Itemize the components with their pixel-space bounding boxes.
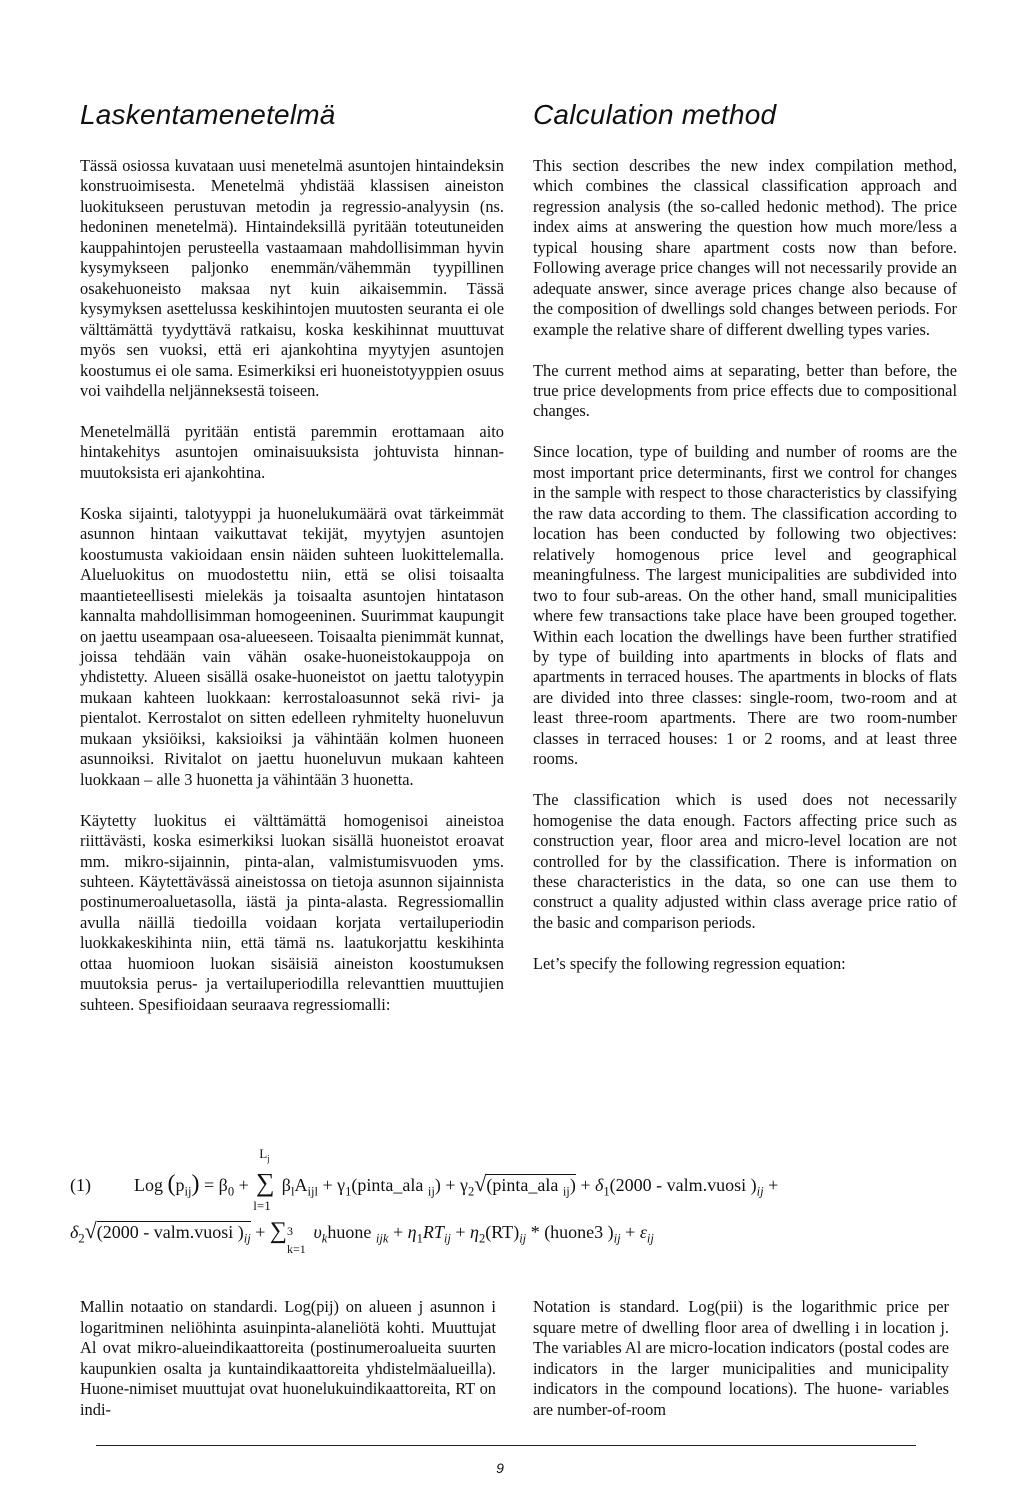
sum-upper-L: L (259, 1146, 268, 1161)
sqrt-body: (2000 - valm.vuosi )$_{ij}$ (96, 1222, 251, 1246)
eq-huone: huone (327, 1222, 372, 1242)
eq-huone3: (huone3 (544, 1222, 604, 1242)
eq-pinta-ala: (pinta_ala (351, 1175, 424, 1195)
paragraph: Tässä osiossa kuvataan uusi menetelmä asuntojen hintaindeksin konstruoimisesta. Menetelmä yhdistää klassisen aineiston luokitukseen perustuvan metodin ja regressio-analyysin (ns. hedoninen menetelmä). Hintaindeksillä pyritään toteutuneiden kauppahintojen perusteella vastaamaan mahdollisimman hyvin kysymykseen paljonko enemmän/vähemmän tyypillinen osakehuoneisto maksaa nyt kuin aikaisemmin. Tässä kysymyksen asettelussa keskihintojen muutosten seuranta ei ole välttämättä tyydyttävä ratkaisu, koska keskihinnat muuttuvat myös sen vuoksi, että eri ajankohtina myytyjen asuntojen koostumus ei ole sama. Esimerkiksi eri huoneistotyyppien osuus voi vaihdella neljänneksestä toiseen. (80, 156, 504, 400)
eq-nu: υ (313, 1222, 322, 1242)
eq-equals: = (204, 1175, 219, 1195)
eq-plus: + (625, 1222, 636, 1242)
heading-english: Calculation method (533, 99, 777, 130)
eq-pinta-ala: (pinta_ala (486, 1175, 559, 1195)
eq-sub: l (290, 1184, 295, 1199)
eq-A: A (294, 1175, 308, 1195)
eq-beta: β (218, 1175, 228, 1195)
eq-sub: ij (562, 1184, 570, 1199)
eq-epsilon: ε (639, 1222, 647, 1242)
eq-gamma: γ (460, 1175, 468, 1195)
finnish-notation-paragraph (80, 1297, 496, 1421)
eq-sub: ij (756, 1184, 764, 1199)
eq-star: * (530, 1222, 540, 1242)
eq-sub: 2 (467, 1184, 475, 1199)
eq-sub: 2 (478, 1231, 486, 1246)
eq-delta: δ (594, 1175, 604, 1195)
paragraph: This section describes the new index compilation method, which combines the classical classification approach and regression analysis (the so-called hedonic method). The price index aims at answering the question how much more/less a typical housing share apartment costs now than before. Following average price changes will not necessarily provide an adequate answer, since average prices change also because of the composition of dwellings sold changes between periods. For example the relative share of different dwelling types varies. (533, 156, 957, 339)
paragraph: The current method aims at separating, better than before, the true price developments from price effects due to compositional changes. (533, 360, 957, 421)
eq-plus: + (255, 1222, 266, 1242)
sum-lower: k=1 (287, 1242, 306, 1256)
paragraph: Käytetty luokitus ei välttämättä homogenisoi aineistoa riittävästi, koska esimerkiksi luokan sisällä huoneistot eroavat mm. mikro-sijainnin, pinta-alan, valmistumisvuoden yms. suhteen. Käytettävässä aineistossa on tietoja asunnon sijainnista postinumeroaluetasolla, iästä ja pinta-alasta. Regressiomallin avulla näillä tiedoilla voidaan korjata vertailuperiodin luokkakeskihinta niin, että tämä ns. laatukorjattu keskihinta ottaa huomioon luokan sisäisiä aineiston koostumuksen muutoksia perus- ja vertailuperiodilla relevanttien muuttujien suhteen. Spesifioidaan seuraava regressiomalli: (80, 810, 504, 1014)
eq-sub: k (321, 1231, 328, 1246)
eq-sub: ij (443, 1231, 451, 1246)
eq-sub: ij (243, 1231, 251, 1246)
eq-log: Log (134, 1175, 163, 1195)
eq-sub: ijk (375, 1231, 389, 1246)
sum-upper (259, 1146, 269, 1164)
eq-RT: RT (422, 1222, 444, 1242)
sum-upper: 3 (287, 1224, 294, 1238)
eq-sub: ijl (307, 1184, 318, 1199)
eq-plus: + (322, 1175, 333, 1195)
eq-plus: + (238, 1175, 249, 1195)
eq-eta: η (470, 1222, 479, 1242)
paragraph: Let’s specify the following regression equation: (533, 953, 846, 973)
eq-plus: + (768, 1175, 779, 1195)
paragraph: Mallin notaatio on standardi. Log(pij) on alueen j asunnon i logaritminen neliöhinta asuinpinta-alaneliötä kohti. Muuttujat Al ovat mikro-alueindikaattoreita (postinumeroalueita suurten kaupunkien osalta ja kuntaindikaattoreita yhdistelmäalueilla). Huone-nimiset muuttujat ovat huonelukuindikaattoreita, RT on indi- (80, 1297, 496, 1419)
equation-line-2: $\delta_2√(2000$ - valm.vuosi )$_{ij}$ + ∑ 3 k=1 $\upsilon_khuone$ $_{ijk} + \eta_1RT_{ij} + \eta_2(RT)_{ij}$ * (huone3 )$_{ij} + \varepsilon_{ij}$ (70, 1218, 654, 1256)
paragraph: Menetelmällä pyritään entistä paremmin erottamaan aito hintakehitys asuntojen ominaisuuksista johtuvista hinnan-muutoksista eri ajankohtina. (80, 421, 504, 482)
eq-sub: ij (184, 1184, 192, 1199)
eq-sub: ij (646, 1231, 654, 1246)
paragraph: Notation is standard. Log(pii) is the logarithmic price per square metre of dwelling floor area of dwelling i in location j. The variables Al are micro-location indicators (postal codes are indicators in the larger municipalities and municipality indicators in the compound locations). The huone- variables are number-of-room (533, 1297, 949, 1419)
eq-p: p (175, 1175, 185, 1195)
eq-sub: 0 (227, 1184, 235, 1199)
eq-plus: + (392, 1222, 404, 1242)
eq-RT: (RT (485, 1222, 514, 1242)
eq-sub: 1 (603, 1184, 610, 1199)
eq-valm: (2000 - valm.vuosi (96, 1222, 234, 1242)
heading-finnish: Laskentamenetelmä (80, 99, 336, 130)
eq-sub: 1 (416, 1231, 423, 1246)
eq-sub: 2 (78, 1231, 85, 1246)
eq-sub: 1 (345, 1184, 352, 1199)
finnish-column (80, 156, 504, 1036)
eq-sub: j (267, 1153, 270, 1164)
regression-equation (62, 1138, 962, 1256)
eq-beta: β (281, 1175, 291, 1195)
eq-sub: ij (613, 1231, 621, 1246)
eq-valm: (2000 - valm.vuosi (609, 1175, 747, 1195)
eq-delta: δ (70, 1222, 79, 1242)
sum-lower: l=1 (253, 1198, 271, 1213)
paragraph: The classification which is used does not necessarily homogenise the data enough. Factors affecting price such as construction year, floor area and micro-level location are not controlled for by the classification. There is information on these characteristics in the data, so one can use them to construct a quality adjusted within class average price ratio of the basic and comparison periods. (533, 790, 957, 932)
equation-line-1: (1) Log $(p_{ij}) = \beta_0$ + $L_j$ ∑ l=1 $\beta_lA_{ijl}$ + $\gamma_1(pinta\_ala$ $_{ij}) + \gamma_2√(pinta\_ala$ $_{ij}) + \delta_1(2000$ - valm.vuosi )$_{ij}$ + (70, 1146, 779, 1213)
eq-sub: ij (519, 1231, 527, 1246)
page-number: 9 (496, 1460, 504, 1476)
paragraph: Koska sijainti, talotyyppi ja huonelukumäärä ovat tärkeimmät asunnon hintaan vaikuttavat tekijät, myytyjen asuntojen koostumusta vakioidaan ensin näiden suhteen luokittelemalla. Alueluokitus on muodostettu niin, että se olisi toisaalta maantieteellisesti mielekäs ja toisaalta asuntojen hintatason kannalta mahdollisimman homogeeninen. Suurimmat kaupungit on jaettu useampaan osa-alueeseen. Toisaalta pienimmät kunnat, joissa tehdään vain vähän osake-huoneistokauppoja on yhdistetty. Alueen sisällä osake-huoneistot on jaettu talotyypin mukaan kahteen luokkaan: kerrostaloasunnot sekä rivi- ja pientalot. Kerrostalot on sitten edelleen ryhmitelty huoneluvun mukaan yksiöiksi, kaksioiksi ja vähintään kolmen huoneen asunnoiksi. Rivitalot on jaettu huoneluvun mukaan kahteen luokkaan – alle 3 huonetta ja vähintään 3 huonetta. (80, 503, 504, 789)
sqrt-body: (pinta_ala $_{ij}$) (486, 1175, 576, 1199)
paragraph: Since location, type of building and number of rooms are the most important price determinants, first we control for changes in the sample with respect to those characteristics by classifying the raw data according to them. The classification according to location has been conducted by following two objectives: relatively homogenous price level and geographical meaningfulness. The largest municipalities are subdivided into two to four sub-areas. On the other hand, small municipalities where few transactions take place have been grouped together. Within each location the dwellings have been further stratified by type of building into apartments in blocks of flats and apartments in terraced houses. The apartments in blocks of flats are divided into three classes: single-room, two-room and at least three-room apartments. There are two room-number classes in terraced houses: 1 or 2 rooms, and at least three rooms. (533, 442, 957, 769)
eq-plus: + (455, 1222, 466, 1242)
eq-plus: + (580, 1175, 591, 1195)
english-notation-paragraph (533, 1297, 949, 1421)
english-column (533, 156, 957, 995)
eq-gamma: γ (337, 1175, 346, 1195)
footer-divider (96, 1445, 916, 1446)
eq-sub: ij (427, 1184, 435, 1199)
eq-plus: + (445, 1175, 456, 1195)
sum-symbol: $L_j$ ∑ l=1 (253, 1146, 275, 1213)
eq-eta: η (407, 1222, 417, 1242)
equation-number: (1) (70, 1175, 91, 1195)
